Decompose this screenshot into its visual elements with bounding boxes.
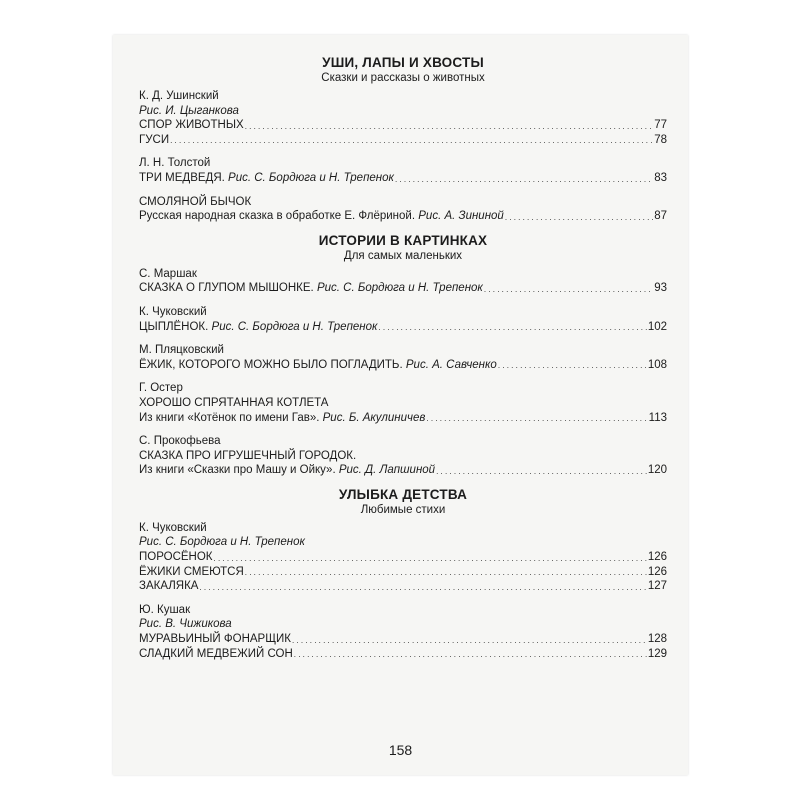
author: К. Д. Ушинский <box>139 90 219 102</box>
section <box>139 487 667 661</box>
toc-note: Рис. С. Бордюга и Н. Трепенок <box>316 282 483 295</box>
page-ref: 128 <box>647 633 667 646</box>
toc-note: Рис. С. Бордюга и Н. Трепенок <box>211 320 378 333</box>
author: К. Чуковский <box>139 521 207 534</box>
page-ref: 113 <box>648 411 667 424</box>
toc-line[interactable] <box>139 463 667 478</box>
dot-leader <box>199 580 646 594</box>
toc-title: ПОРОСЁНОК <box>139 551 213 564</box>
page-ref: 127 <box>647 580 667 593</box>
illustrator: Рис. С. Бордюга и Н. Трепенок <box>139 536 305 549</box>
toc-note: Рис. Б. Акулиничев <box>322 411 426 424</box>
page-ref: 78 <box>654 133 667 146</box>
toc-title: ТРИ МЕДВЕДЯ. <box>139 171 225 184</box>
section <box>139 233 667 478</box>
toc-entry <box>139 89 667 147</box>
toc-title: ЁЖИК, КОТОРОГО МОЖНО БЫЛО ПОГЛАДИТЬ. <box>139 358 403 371</box>
book-page <box>113 35 688 775</box>
toc-entry <box>139 343 667 372</box>
toc-entry <box>139 156 667 185</box>
toc-title: СЛАДКИЙ МЕДВЕЖИЙ СОН <box>139 647 293 660</box>
page-ref: 126 <box>647 551 667 564</box>
toc-entry <box>139 195 667 224</box>
toc-title-group <box>139 281 483 296</box>
author: Ю. Кушак <box>139 603 191 616</box>
toc-line[interactable] <box>139 550 667 565</box>
section-title: УЛЫБКА ДЕТСТВА <box>338 486 468 502</box>
toc-entry <box>139 603 667 661</box>
section-subtitle: Для самых маленьких <box>343 249 463 262</box>
dot-leader <box>378 320 646 334</box>
dot-leader <box>436 464 647 478</box>
toc-line[interactable] <box>139 171 667 186</box>
entry-heading: СМОЛЯНОЙ БЫЧОК <box>139 195 252 208</box>
toc-line[interactable] <box>139 281 667 296</box>
dot-leader <box>214 551 647 565</box>
page-ref: 77 <box>654 119 667 132</box>
toc-note: Рис. А. Зининой <box>418 210 504 223</box>
section-subtitle: Сказки и рассказы о животных <box>321 72 485 84</box>
toc-entry <box>139 434 667 478</box>
toc-entry <box>139 305 667 334</box>
dot-leader <box>395 172 653 186</box>
dot-leader <box>426 411 647 425</box>
illustrator: Рис. В. Чижикова <box>139 618 232 631</box>
entry-heading: СКАЗКА ПРО ИГРУШЕЧНЫЙ ГОРОДОК. <box>139 449 357 462</box>
toc-line[interactable] <box>139 118 667 133</box>
table-of-contents <box>139 55 667 670</box>
author: М. Пляцковский <box>139 344 224 357</box>
dot-leader <box>498 358 647 372</box>
toc-line[interactable] <box>139 647 667 662</box>
dot-leader <box>294 647 647 661</box>
dot-leader <box>505 210 653 224</box>
toc-title: СКАЗКА О ГЛУПОМ МЫШОНКЕ. <box>139 282 314 295</box>
toc-title-group <box>139 171 394 186</box>
toc-line[interactable] <box>139 358 667 373</box>
toc-title-group <box>139 209 504 224</box>
author: Г. Остер <box>139 382 183 395</box>
page-ref: 129 <box>647 647 667 660</box>
dot-leader <box>245 565 647 579</box>
toc-note: Рис. Д. Лапшиной <box>338 464 436 477</box>
toc-line[interactable] <box>139 133 667 148</box>
toc-entry <box>139 381 667 425</box>
toc-line[interactable] <box>139 565 667 580</box>
toc-line[interactable] <box>139 632 667 647</box>
toc-title: ЦЫПЛЁНОК. <box>139 320 209 333</box>
page-ref: 87 <box>654 210 667 223</box>
page-ref: 83 <box>654 171 667 184</box>
page-ref: 102 <box>647 320 667 333</box>
page-ref: 126 <box>647 565 667 578</box>
author: С. Прокофьева <box>139 435 221 448</box>
toc-title: Русская народная сказка в обработке Е. Флёриной. <box>139 210 416 223</box>
entry-heading: ХОРОШО СПРЯТАННАЯ КОТЛЕТА <box>139 396 329 409</box>
section-subtitle: Любимые стихи <box>360 503 446 516</box>
section <box>139 55 667 224</box>
page-ref: 93 <box>654 282 667 295</box>
toc-title: ЗАКАЛЯКА <box>139 580 199 593</box>
toc-title-group <box>139 463 435 478</box>
toc-entry <box>139 521 667 594</box>
dot-leader <box>484 282 653 296</box>
section-title: УШИ, ЛАПЫ И ХВОСТЫ <box>322 55 484 70</box>
author: С. Маршак <box>139 267 197 280</box>
toc-line[interactable] <box>139 320 667 335</box>
toc-title: ЁЖИКИ СМЕЮТСЯ <box>139 565 244 578</box>
dot-leader <box>292 633 647 647</box>
toc-note: Рис. С. Бордюга и Н. Трепенок <box>228 171 394 184</box>
page-ref: 108 <box>647 358 667 371</box>
illustrator: Рис. И. Цыганкова <box>139 104 239 117</box>
section-title: ИСТОРИИ В КАРТИНКАХ <box>318 232 488 248</box>
toc-line[interactable] <box>139 579 667 594</box>
toc-title: МУРАВЬИНЫЙ ФОНАРЩИК <box>139 633 291 646</box>
toc-title: ГУСИ <box>139 133 170 146</box>
page-ref: 120 <box>647 464 667 477</box>
toc-title-group <box>139 320 377 335</box>
toc-title: СПОР ЖИВОТНЫХ <box>139 119 244 132</box>
author: К. Чуковский <box>139 305 207 318</box>
page-number: 158 <box>388 742 413 758</box>
toc-title: Из книги «Сказки про Машу и Ойку». <box>139 464 336 477</box>
toc-line[interactable] <box>139 411 667 426</box>
toc-title-group <box>139 411 425 426</box>
toc-title: Из книги «Котёнок по имени Гав». <box>139 411 320 424</box>
toc-title-group <box>139 358 497 373</box>
toc-note: Рис. А. Савченко <box>405 358 497 371</box>
author: Л. Н. Толстой <box>139 157 211 170</box>
dot-leader <box>245 119 654 133</box>
toc-line[interactable] <box>139 209 667 224</box>
toc-entry <box>139 267 667 296</box>
dot-leader <box>170 133 653 147</box>
